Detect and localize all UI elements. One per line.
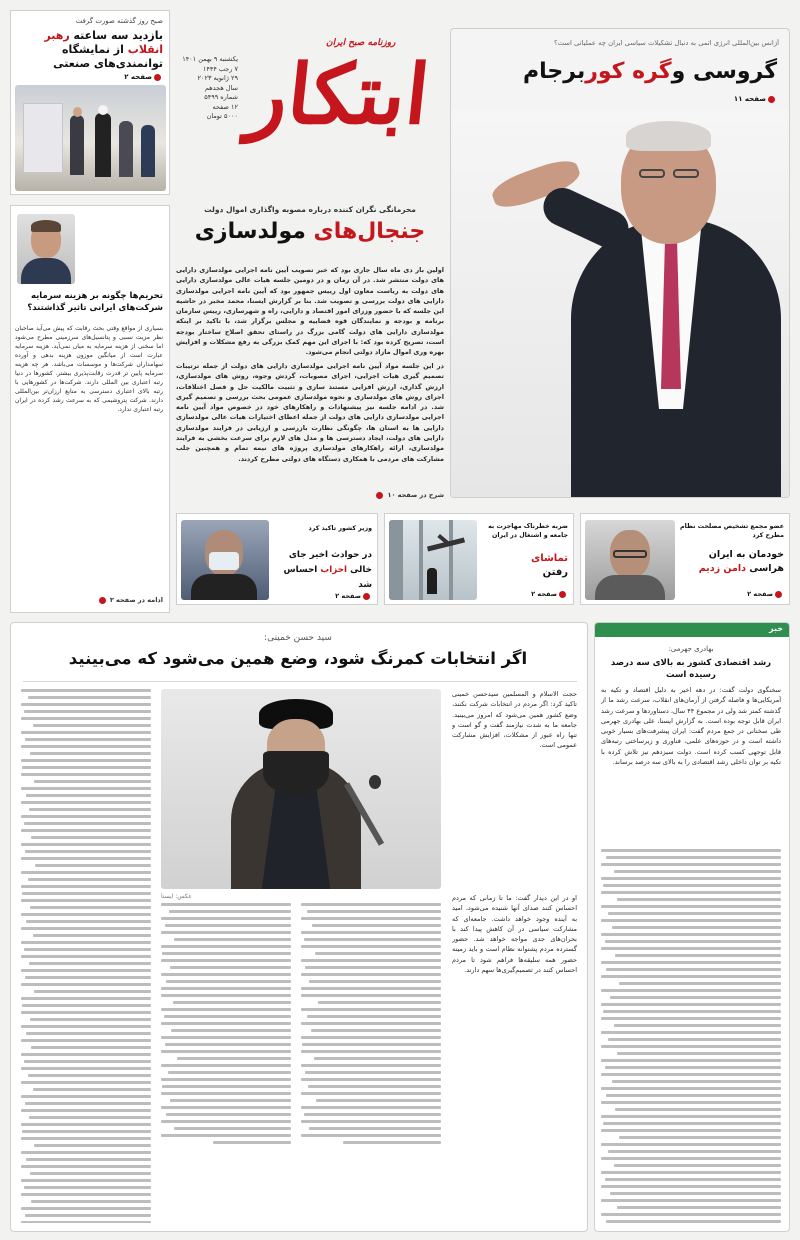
news-box-header [595, 623, 790, 637]
interview-body-2 [301, 903, 441, 1223]
main-continue: شرح در صفحه ۱۰ [374, 491, 444, 499]
teaser-title: تماشای رفتن [531, 553, 568, 578]
page-reference: صفحه ۲ [124, 73, 163, 81]
logo-subtitle: روزنامه صبح ایران [326, 38, 396, 48]
main-kicker: محرمانگی نگران کننده درباره مصوبه واگذاری اموال دولت [204, 205, 416, 214]
column-title: تحریم‌ها چگونه بر هزینه سرمایه شرکت‌های ایرانی تاثیر گذاشتند؟ [27, 291, 163, 313]
interview-headline: اگر انتخابات کمرنگ شود، وضع همین می‌شود که می‌بینید [68, 649, 528, 668]
grossi-portrait [451, 109, 790, 498]
politician-photo [585, 520, 675, 600]
teaser-title: بازدید سه ساعته رهبر انقلاب از نمایشگاه توانمندی‌های صنعتی [44, 29, 163, 70]
news-kicker: بهادری جهرمی: [668, 645, 714, 653]
author-avatar [17, 214, 75, 284]
feature-title: گروسی وگره کوربرجام [523, 59, 777, 84]
top-left-teaser[interactable] [10, 10, 170, 195]
interview-body-3 [161, 903, 291, 1223]
news-title: رشد اقتصادی کشور به بالای سه درصد رسیده است [610, 658, 772, 680]
column-continue: ادامه در صفحه ۳ [97, 596, 163, 604]
page-reference: صفحه ۲ [531, 590, 568, 598]
news-body-continued [601, 849, 781, 1225]
teaser-kicker: ضربه خطرناک مهاجرت به جامعه و اشتغال در ایران [488, 523, 568, 539]
main-headline: جنجال‌های مولدسازی [194, 219, 426, 244]
teaser-kicker: عضو مجمع تشخیص مصلحت نظام مطرح کرد [679, 523, 784, 539]
teaser-kicker: صبح روز گذشته صورت گرفت [75, 17, 163, 25]
minister-photo [181, 520, 269, 600]
interview-body-4 [21, 689, 151, 1223]
interview-intro: حجت الاسلام و المسلمین سیدحسن خمینی تاکید کرد: اگر مردم در انتخابات شرکت نکنند، وضع کشور همین می‌شود که امروز می‌بینید. جامعه ما به شدت نیازمند گفت و گو است و تنها راه عبور از مشکلات، افزایش مشارکت عمومی است. [452, 690, 577, 750]
interview-article[interactable] [10, 622, 588, 1232]
interview-speaker: سید حسن خمینی: [264, 633, 332, 643]
masthead [176, 10, 444, 205]
page-reference: صفحه ۲ [335, 592, 372, 600]
page-reference: صفحه ۱۱ [734, 95, 777, 103]
main-paragraph-1: اولین بار دی ماه سال جاری بود که خبر تصویب آیین نامه اجرایی مولدسازی دارایی های دولت منتشر شد. در آن زمان و در دومین جلسه هیات عالی مولدسازی دارایی های دولت به ریاست معاون اول رییس جمهور بود که آیین نامه اجرایی مولدسازی دارایی های دولت بررسی و تصویب شد. بنا بر گزارش ایسنا، محمد مخبر در حاشیه این جلسه که با حضور وزرای امور اقتصاد و دارایی، راه و شهرسازی، رییس سازمان برنامه و بودجه و نمایندگان قوه قضاییه و مجلس برگزار شد، با تاکید بر اینکه مولدسازی دارایی های دولت گامی بزرگ در راستای تحقق اصلاح ساختار بودجه است، تصریح کرده بود که: با اجرای این مهم کمک بزرگی به رفع مشکلات و افزایش بهره وری اموال مازاد دولتی انجام می‌شود. [176, 266, 444, 357]
khomeini-photo [161, 689, 441, 889]
teaser-title: خودمان به ایران هراسی دامن زدیم [698, 549, 784, 574]
page-reference: صفحه ۲ [747, 590, 784, 598]
interview-body-1: او در این دیدار گفت: ما تا زمانی که مردم احساس کنند صدای آنها شنیده می‌شود، امید به آینده وجود خواهد داشت. جامعه‌ای که مشارکت سیاسی در آن کاهش پیدا کند با بحران‌های جدی مواجه خواهد شد. حضور گسترده مردم پشتوانه نظام است و باید زمینه حضور همه سلیقه‌ها فراهم شود تا مردم احساس کنند در تصمیم‌گیری‌ها سهم دارند. [452, 894, 577, 975]
news-body: سخنگوی دولت گفت: در دهه اخیر به دلیل اقتصاد و تکیه به آمریکایی‌ها و فاصله گرفتن از آرمان‌های انقلاب، سرعت رشد ما از گذشته کمتر شد ولی در مجموع ۴۴ سال، دستاوردها و سرعت رشد ایران قابل توجه بوده است. به گزارش ایسنا، علی بهادری جهرمی طی سخنانی در جمع مردم گفت: ایران پیشرفت‌های بسیار خوبی داشته است و در حوزه‌های علمی، فناوری و زیرساختی رتبه‌های قابل توجهی کسب کرده است. دولت سیزدهم نیز تلاش کرده با تکیه بر توان داخلی رشد اقتصادی را به بالای سه درصد برساند. [601, 686, 781, 767]
teaser-iran-phobia[interactable] [580, 513, 790, 605]
teaser-migration[interactable] [384, 513, 574, 605]
news-box-label: خبر [768, 624, 783, 633]
photo-caption: عکس: ایسنا [161, 893, 192, 900]
teaser-kicker: وزیر کشور تاکید کرد [308, 525, 372, 532]
exhibition-photo [15, 85, 166, 191]
feature-kicker: آژانس بین‌المللی انرژی اتمی به دنبال تشکیلات سیاسی ایران چه عملیاتی است؟ [553, 39, 779, 47]
feature-grossi[interactable] [450, 28, 790, 498]
main-paragraph-2: در این جلسه مواد آیین نامه اجرایی مولدسازی دارایی های دولت از جمله ترتیبات تصمیم گیری هیات اجرایی، اجرای مصوبات، گردش وجوه، روش های مولدسازی، ارزش گذاری، ارزش افزایی مستند سازی و تثبیت مالکیت حل و فصل اختلافات، اجرای روش های مولدسازی و نحوه مولدسازی عمومی بحث بررسی و تصمیم گیری شد. در ادامه جلسه نیز پیشنهادات و راهکارهای خود در خصوص مواد آیین نامه اجرایی مولدسازی دارایی های دولت از جمله اعطای اختیارات هیات عالی مولدسازی دارایی ها به استان ها، چگونگی نظارت بازرسی و ارزیابی در فرایند مولدسازی دارایی های دولت، ایجاد دسترسی ها و مدل های لازم برای سرعت بخشی به فرایند مولدسازی، ارائه راهکارهای مولدسازی پروژه های نیمه تمام و همچنین جلب مشارکت های مردمی با همکاری دستگاه های دولتی مطرح کردند. [176, 362, 444, 463]
issue-info: یکشنبه ۹ بهمن ۱۴۰۱ ۷ رجب ۱۴۴۴ ۲۹ ژانویه ۲۰۲۳ سال هجدهم شماره ۵۴۹۹ ۱۲ صفحه ۵۰۰۰ تومان [182, 55, 238, 120]
newspaper-logo[interactable]: ابتکار [243, 47, 434, 143]
editorial-column[interactable] [10, 205, 170, 613]
airport-photo [389, 520, 477, 600]
column-body: بسیاری از مواقع وقتی بحث رقابت که پیش می‌آید صاحبان نظر مزیت نسبی و پتانسیل‌های سرزمینی مطرح می‌شود اما سخنی از هزینه سرمایه به میان نمی‌آید. هزینه سرمایه عبارت است از میانگین موزون هزینه بدهی و آورده سهامداران شرکت‌ها و موسسات می‌باشد. هر چه هزینه سرمایه پایین تر قدرت رقابت‌پذیری بیشتر. کشورها در دنیا رتبه اعتباری بین المللی دارند. شرکت‌ها در کشورهایی با رتبه بالای اعتباری دسترسی به منابع ارزان‌تر بین‌المللی دارند. شرکت پتروشیمی که به سرعت رشد کرده در ایران رتبه اعتباری ندارد. [15, 325, 163, 413]
news-box[interactable] [594, 622, 790, 1232]
main-story[interactable] [176, 205, 444, 505]
teaser-interior-minister[interactable] [176, 513, 378, 605]
teaser-title: در حوادث اخیر جای خالی احزاب احساس شد [283, 550, 372, 590]
